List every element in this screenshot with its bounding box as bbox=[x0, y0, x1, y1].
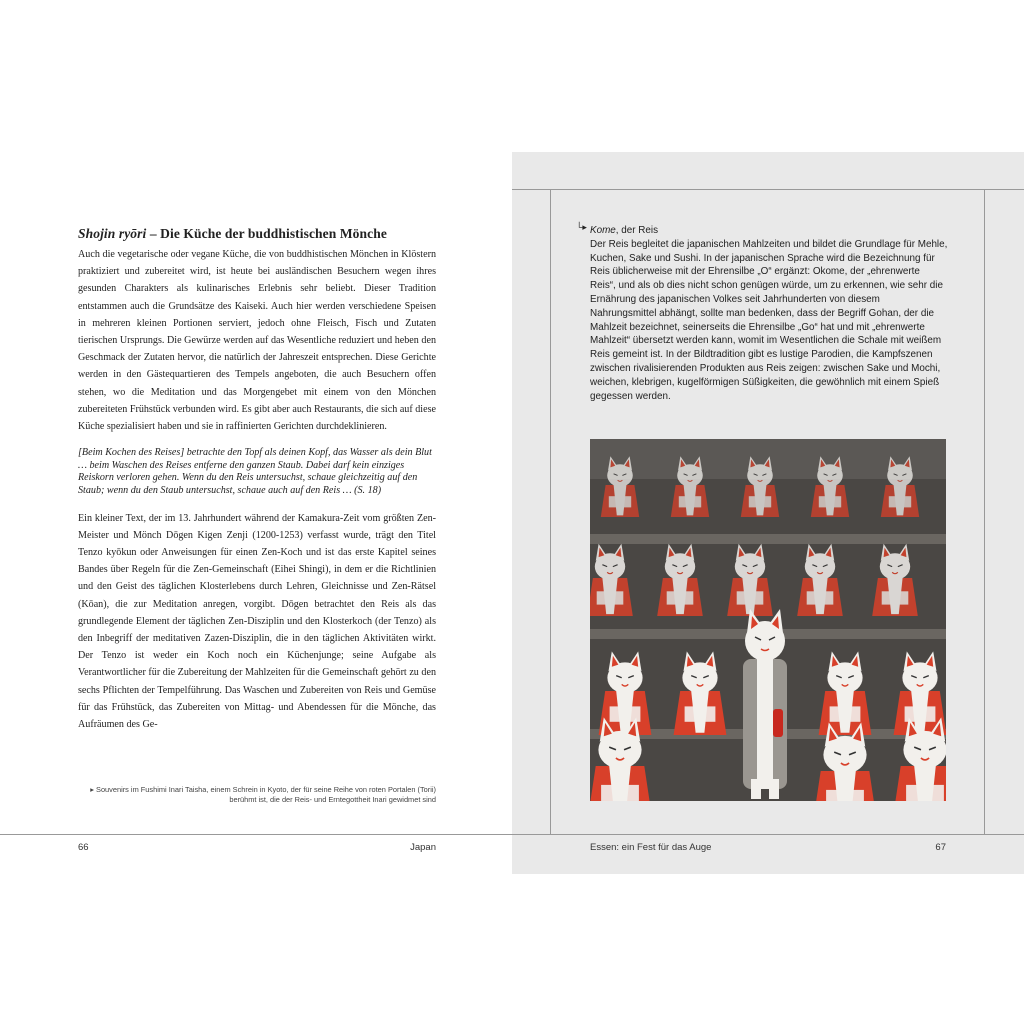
running-title-left: Japan bbox=[410, 842, 436, 853]
sidebar-left-rule bbox=[550, 189, 551, 834]
heading-italic: Shojin ryōri bbox=[78, 226, 147, 241]
sidebar-top-rule bbox=[512, 189, 1024, 190]
page-number-right: 67 bbox=[935, 842, 946, 853]
sidebar-title bbox=[590, 224, 948, 238]
heading-rest: – Die Küche der buddhistischen Mönche bbox=[146, 226, 387, 241]
arrow-marker-icon: └▸ bbox=[576, 222, 587, 232]
running-title-right: Essen: ein Fest für das Auge bbox=[590, 842, 712, 853]
photo-caption: ▸ Souvenirs im Fushimi Inari Taisha, einem Schrein in Kyoto, der für seine Reihe von roten Portalen (Torii) berühmt ist, die der Reis- und Erntegottheit Inari gewidmet sind bbox=[90, 785, 436, 804]
sidebar-title-italic: Kome bbox=[590, 225, 616, 236]
section-heading bbox=[78, 226, 436, 242]
sidebar-body: Der Reis begleitet die japanischen Mahlzeiten und bildet die Grundlage für Mehle, Kuchen, Sake und Sushi. In der japanischen Sprache wird die Bezeichnung für Reis üblicherweise mit der Ehrensilbe „O“ ergänzt: Okome, der „ehrenwerte Reis“, und als ob dies nicht schon genügen würde, um zu erkennen, wie sehr die Ernährung des japanischen Volkes seit Jahrhunderten von diesem Nahrungsmittel abhängt, sollte man bedenken, dass der Begriff Gohan, der die Mahlzeit bezeichnet, seinerseits die Ehrensilbe „Go“ hat und mit „ehrenwerte Mahlzeit“ übersetzt werden kann, womit im Wesentlichen die Schale mit weißem Reis gemeint ist. In der Bildtradition gibt es lustige Parodien, die Kampfszenen zwischen rivalisierenden Produkten aus Reis zeigen: zwischen Sake und Mochi, weichen, klebrigen, kugelförmigen Süßigkeiten, die gewöhnlich mit einem Spieß gegessen werden. bbox=[590, 238, 948, 402]
left-text-column bbox=[78, 226, 436, 733]
sidebar-title-rest: , der Reis bbox=[615, 225, 659, 236]
fox-figurines-photo bbox=[590, 439, 946, 801]
paragraph-2: Ein kleiner Text, der im 13. Jahrhundert während der Kamakura-Zeit vom größten Zen-Meister und Mönch Dōgen Kigen Zenji (1200-1253) verfasst wurde, trägt den Titel Tenzo kyōkun oder Anweisungen für einen Zen-Koch und ist das erste Kapitel seines Bandes über Regeln für die Zen-Gemeinschaft (Eihei Shingi), in dem er die Richtlinien und den Geist des täglichen Klosterlebens durch Lehren, Gleichnisse und Zen-Rätsel (Kōan), die zur Meditation anregen, vorgibt. Dōgen betrachtet den Reis als das grundlegende Element der täglichen Zen-Disziplin und den Klosterkoch (der Tenzo) als den Inbegriff der meditativen Zazen-Disziplin, die in den täglichen Aktivitäten wirkt. Der Tenzo ist weder ein Koch noch ein Küchenjunge; seine Aufgabe als Verantwortlicher für die Zubereitung der Mahlzeiten für die Gemeinschaft gehört zu den sechs Pflichten der Tempelführung. Das Waschen und Zubereiten von Reis und Gemüse für das Frühstück, das Zubereiten von Mittag- und Abendessen für die Mönche, das Aufräumen des Ge- bbox=[78, 512, 436, 731]
paragraph-1: Auch die vegetarische oder vegane Küche, die von buddhistischen Mönchen in Klöstern praktiziert und zubereitet wird, ist heute bei ausländischen Besuchern wegen ihres gesunden Charakters als kulinarisches Erlebnis sehr beliebt. Dieser Tradition entstammen auch die Grundsätze des Kaiseki. Auch hier werden verschiedene Speisen in mehreren kleinen Portionen serviert, jedoch ohne Fleisch, Fisch und Zutaten tierischen Ursprungs. Die Gewürze werden auf das Wesentliche reduziert und heben den Geschmack der Zutaten hervor, die natürlich der Jahreszeit entsprechen. Diese Gerichte werden in den Gästequartieren des Tempels angeboten, die auch Besuchern offen stehen, wo die Meditation und das Morgengebet mit einem von den Mönchen zubereiteten Frühstück verbunden wird. Es gibt aber auch Restaurants, die sich auf diese Küche spezialisiert haben und sie in raffinierten Gerichten durchdeklinieren. bbox=[78, 249, 436, 433]
page-number-left: 66 bbox=[78, 842, 89, 853]
sidebar-text bbox=[590, 224, 948, 403]
footer-rule bbox=[0, 834, 1024, 835]
quote-block: [Beim Kochen des Reises] betrachte den Topf als deinen Kopf, das Wasser als dein Blut … beim Waschen des Reises entferne den ganzen Staub. Dabei darf kein einziges Reiskorn verloren gehen. Wenn du den Reis untersuchst, schaue gleichzeitig auf den Staub; wenn du den Staub untersuchst, schaue auch auf den Reis … (S. 18) bbox=[78, 447, 432, 497]
sidebar-right-rule bbox=[984, 189, 985, 834]
